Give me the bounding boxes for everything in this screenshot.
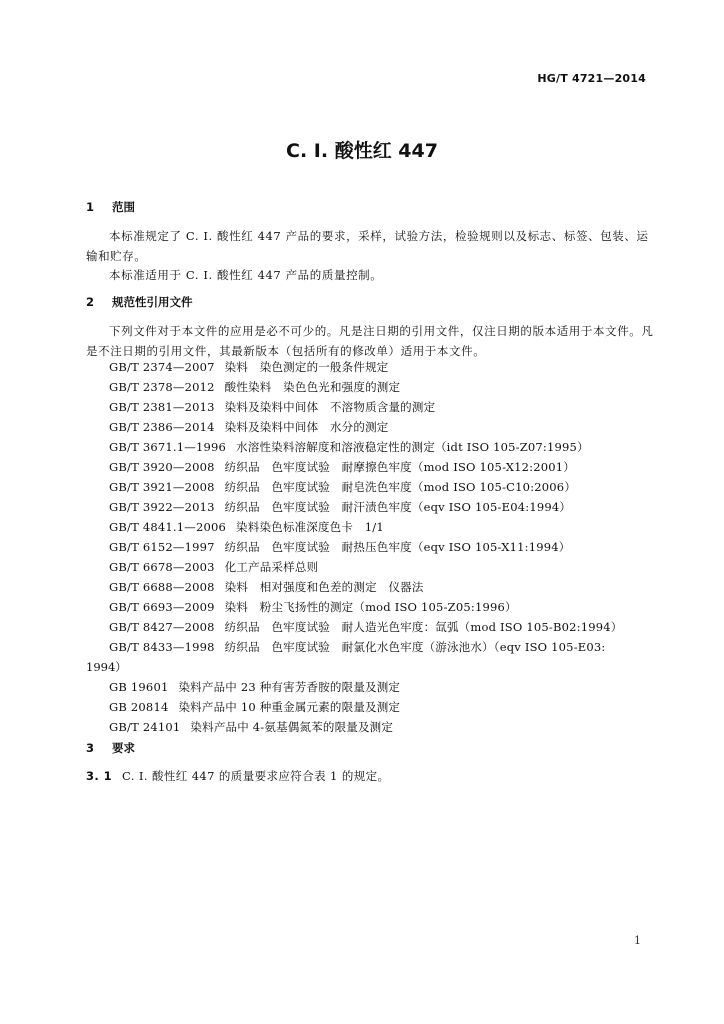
reference-title: 染料产品中 10 种重金属元素的限量及测定 xyxy=(178,700,401,714)
scope-paragraph-1: 本标准规定了 C. I. 酸性红 447 产品的要求，采样，试验方法，检验规则以及标志、标签、包装、运输和贮存。 xyxy=(86,229,649,263)
reference-item xyxy=(109,457,656,477)
reference-code: GB/T 6152—1997 xyxy=(109,540,215,554)
reference-item xyxy=(109,517,656,537)
reference-code: GB/T 3922—2013 xyxy=(109,500,215,514)
reference-item xyxy=(109,697,656,717)
reference-title: 染料及染料中间体 水分的测定 xyxy=(224,420,389,434)
reference-item xyxy=(109,417,656,437)
reference-item xyxy=(109,437,656,457)
reference-title: 染料产品中 4-氨基偶氮苯的限量及测定 xyxy=(190,720,394,734)
reference-code: GB/T 3920—2008 xyxy=(109,460,215,474)
reference-item xyxy=(109,677,656,697)
reference-title: 染料及染料中间体 不溶物质含量的测定 xyxy=(224,400,436,414)
reference-title: 纺织品 色牢度试验 耐氯化水色牢度（游泳池水）（eqv ISO 105-E03: xyxy=(224,640,606,654)
reference-title: 酸性染料 染色色光和强度的测定 xyxy=(224,380,401,394)
reference-title: 纺织品 色牢度试验 耐热压色牢度（eqv ISO 105-X11:1994） xyxy=(224,540,571,554)
reference-item xyxy=(109,557,656,577)
reference-continuation: 1994） xyxy=(86,660,127,674)
section-title: 规范性引用文件 xyxy=(112,295,193,309)
reference-item xyxy=(109,357,656,377)
reference-title: 染料 粉尘飞扬性的测定（mod ISO 105-Z05:1996） xyxy=(224,600,517,614)
section-2-heading xyxy=(86,294,193,310)
reference-title: 纺织品 色牢度试验 耐人造光色牢度：氙弧（mod ISO 105-B02:1994） xyxy=(224,620,623,634)
reference-item xyxy=(109,637,656,657)
reference-code: GB/T 6693—2009 xyxy=(109,600,215,614)
section-3-heading xyxy=(86,740,135,756)
reference-item xyxy=(109,377,656,397)
page-number: 1 xyxy=(634,934,641,947)
reference-title: 染料产品中 23 种有害芳香胺的限量及测定 xyxy=(178,680,401,694)
reference-item xyxy=(109,577,656,597)
reference-item xyxy=(109,617,656,637)
reference-code: GB/T 2378—2012 xyxy=(109,380,215,394)
reference-code: GB/T 2386—2014 xyxy=(109,420,215,434)
reference-title: 染料染色标准深度色卡 1/1 xyxy=(236,520,384,534)
document-title: C. I. 酸性红 447 xyxy=(286,140,438,162)
reference-item xyxy=(109,477,656,497)
reference-code: GB/T 8433—1998 xyxy=(109,640,215,654)
section-number: 3 xyxy=(86,741,95,755)
section-number: 2 xyxy=(86,295,95,309)
reference-code: GB/T 4841.1—2006 xyxy=(109,520,227,534)
clause-number: 3. 1 xyxy=(86,769,112,783)
reference-code: GB/T 8427—2008 xyxy=(109,620,215,634)
reference-title: 纺织品 色牢度试验 耐摩擦色牢度（mod ISO 105-X12:2001） xyxy=(224,460,576,474)
reference-title: 染料 相对强度和色差的测定 仪器法 xyxy=(224,580,424,594)
references-intro: 下列文件对于本文件的应用是必不可少的。凡是注日期的引用文件，仅注日期的版本适用于本文件。凡是不注日期的引用文件，其最新版本（包括所有的修改单）适用于本文件。 xyxy=(86,324,654,358)
reference-code: GB/T 3921—2008 xyxy=(109,480,215,494)
reference-item xyxy=(109,717,656,737)
section-1-heading xyxy=(86,199,135,215)
reference-code: GB/T 3671.1—1996 xyxy=(109,440,227,454)
reference-title: 纺织品 色牢度试验 耐汗渍色牢度（eqv ISO 105-E04:1994） xyxy=(224,500,572,514)
reference-item xyxy=(109,597,656,617)
reference-item xyxy=(109,397,656,417)
reference-title: 纺织品 色牢度试验 耐皂洗色牢度（mod ISO 105-C10:2006） xyxy=(224,480,577,494)
clause-text: C. I. 酸性红 447 的质量要求应符合表 1 的规定。 xyxy=(121,769,390,783)
reference-code: GB/T 6688—2008 xyxy=(109,580,215,594)
reference-code: GB 20814 xyxy=(109,700,169,714)
reference-title: 染料 染色测定的一般条件规定 xyxy=(224,360,389,374)
reference-title: 水溶性染料溶解度和溶液稳定性的测定（idt ISO 105-Z07:1995） xyxy=(236,440,589,454)
section-number: 1 xyxy=(86,200,95,214)
reference-code: GB 19601 xyxy=(109,680,169,694)
reference-title: 化工产品采样总则 xyxy=(224,560,319,574)
section-title: 要求 xyxy=(112,741,135,755)
reference-list xyxy=(86,357,656,737)
reference-code: GB/T 2381—2013 xyxy=(109,400,215,414)
reference-item xyxy=(109,537,656,557)
standard-code: HG/T 4721—2014 xyxy=(537,72,646,85)
clause-3-1 xyxy=(86,768,389,784)
reference-code: GB/T 24101 xyxy=(109,720,181,734)
reference-code: GB/T 2374—2007 xyxy=(109,360,215,374)
reference-code: GB/T 6678—2003 xyxy=(109,560,215,574)
scope-paragraph-2: 本标准适用于 C. I. 酸性红 447 产品的质量控制。 xyxy=(109,268,383,282)
section-title: 范围 xyxy=(112,200,135,214)
reference-item xyxy=(109,497,656,517)
